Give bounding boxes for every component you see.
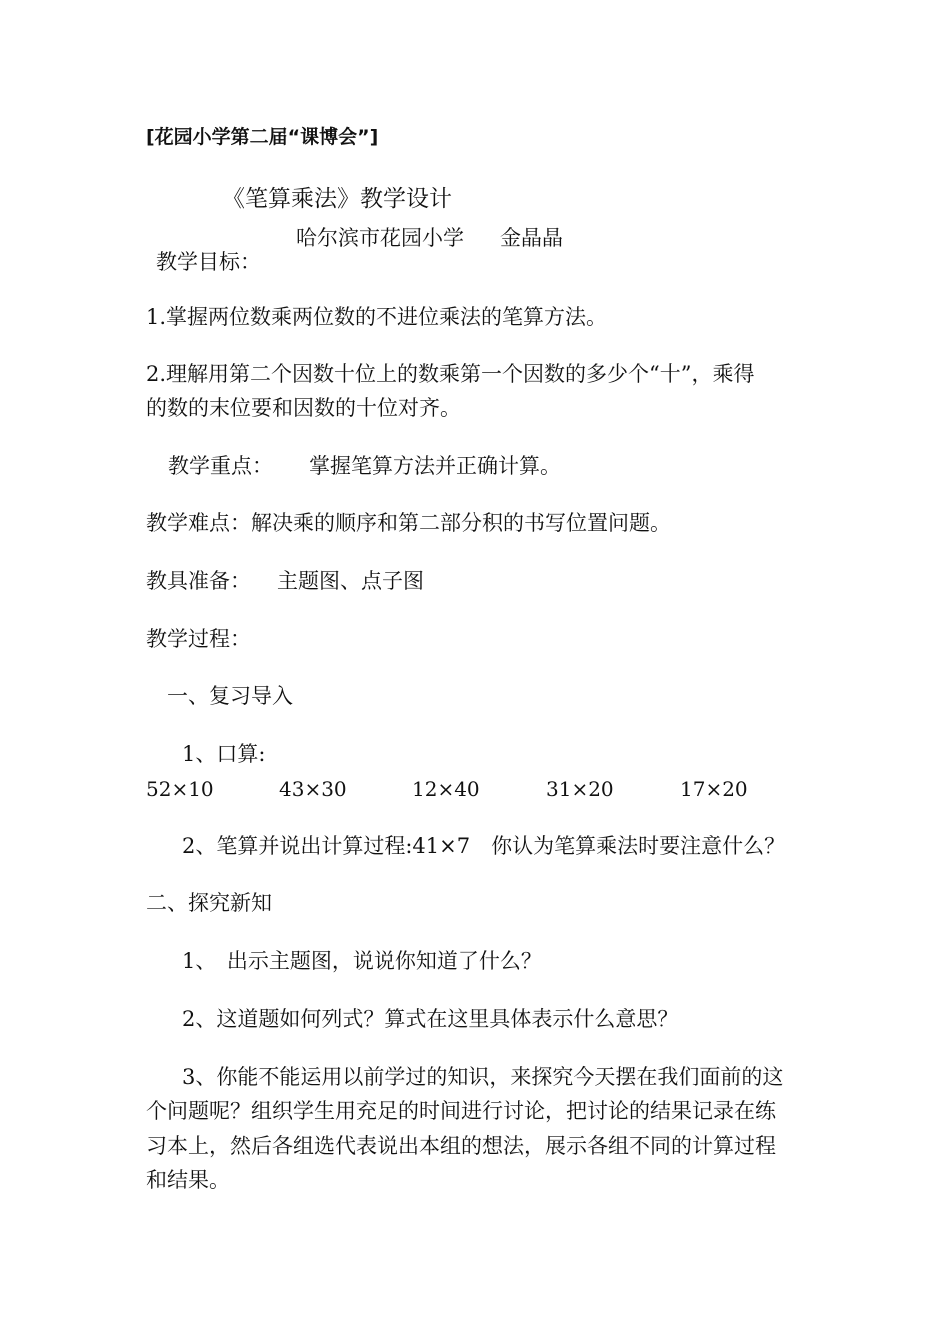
section-2-item-3-line-4: 和结果。 [146, 1168, 230, 1192]
section-1-item-1: 1、口算: [182, 742, 266, 766]
key-point [168, 451, 561, 481]
event-header: [花园小学第二届“课博会”] [146, 126, 379, 148]
process-label: 教学过程： [146, 627, 251, 651]
objective-1: 1.掌握两位数乘两位数的不进位乘法的笔算方法。 [146, 305, 608, 329]
section-2-item-3-line-3: 习本上，然后各组选代表说出本组的想法，展示各组不同的计算过程 [146, 1134, 776, 1158]
section-1-title: 一、复习导入 [167, 684, 293, 708]
calc-expression: 52×10 [146, 777, 214, 801]
section-2-item-2: 2、这道题如何列式？算式在这里具体表示什么意思？ [182, 1007, 679, 1031]
objectives-label: 教学目标： [156, 250, 261, 274]
section-2-item-3-line-1: 3、你能不能运用以前学过的知识，来探究今天摆在我们面前的这 [182, 1065, 784, 1089]
objective-2: 2.理解用第二个因数十位上的数乘第一个因数的多少个“十”，乘得 [146, 362, 755, 386]
section-2-title: 二、探究新知 [146, 891, 272, 915]
section-1-item-2: 2、笔算并说出计算过程:41×7 你认为笔算乘法时要注意什么？ [182, 834, 786, 858]
author-school: 哈尔滨市花园小学 [296, 226, 464, 250]
author-name: 金晶晶 [500, 226, 563, 250]
calc-expression: 43×30 [279, 777, 347, 801]
section-2-item-1: 1、 出示主题图，说说你知道了什么？ [182, 949, 542, 973]
calc-expression: 12×40 [412, 777, 480, 801]
section-2-item-3-line-2: 个问题呢？组织学生用充足的时间进行讨论，把讨论的结果记录在练 [146, 1099, 776, 1123]
tools-value: 主题图、点子图 [277, 569, 424, 593]
author-line [296, 223, 563, 253]
key-point-label: 教学重点： [168, 454, 273, 478]
calc-expression: 17×20 [680, 777, 748, 801]
objective-2-continued: 的数的末位要和因数的十位对齐。 [146, 396, 461, 420]
calc-expression: 31×20 [546, 777, 614, 801]
difficulty: 教学难点：解决乘的顺序和第二部分积的书写位置问题。 [146, 511, 671, 535]
key-point-value: 掌握笔算方法并正确计算。 [309, 454, 561, 478]
tools [146, 566, 424, 596]
document-title: 《笔算乘法》教学设计 [222, 186, 452, 212]
tools-label: 教具准备： [146, 569, 251, 593]
